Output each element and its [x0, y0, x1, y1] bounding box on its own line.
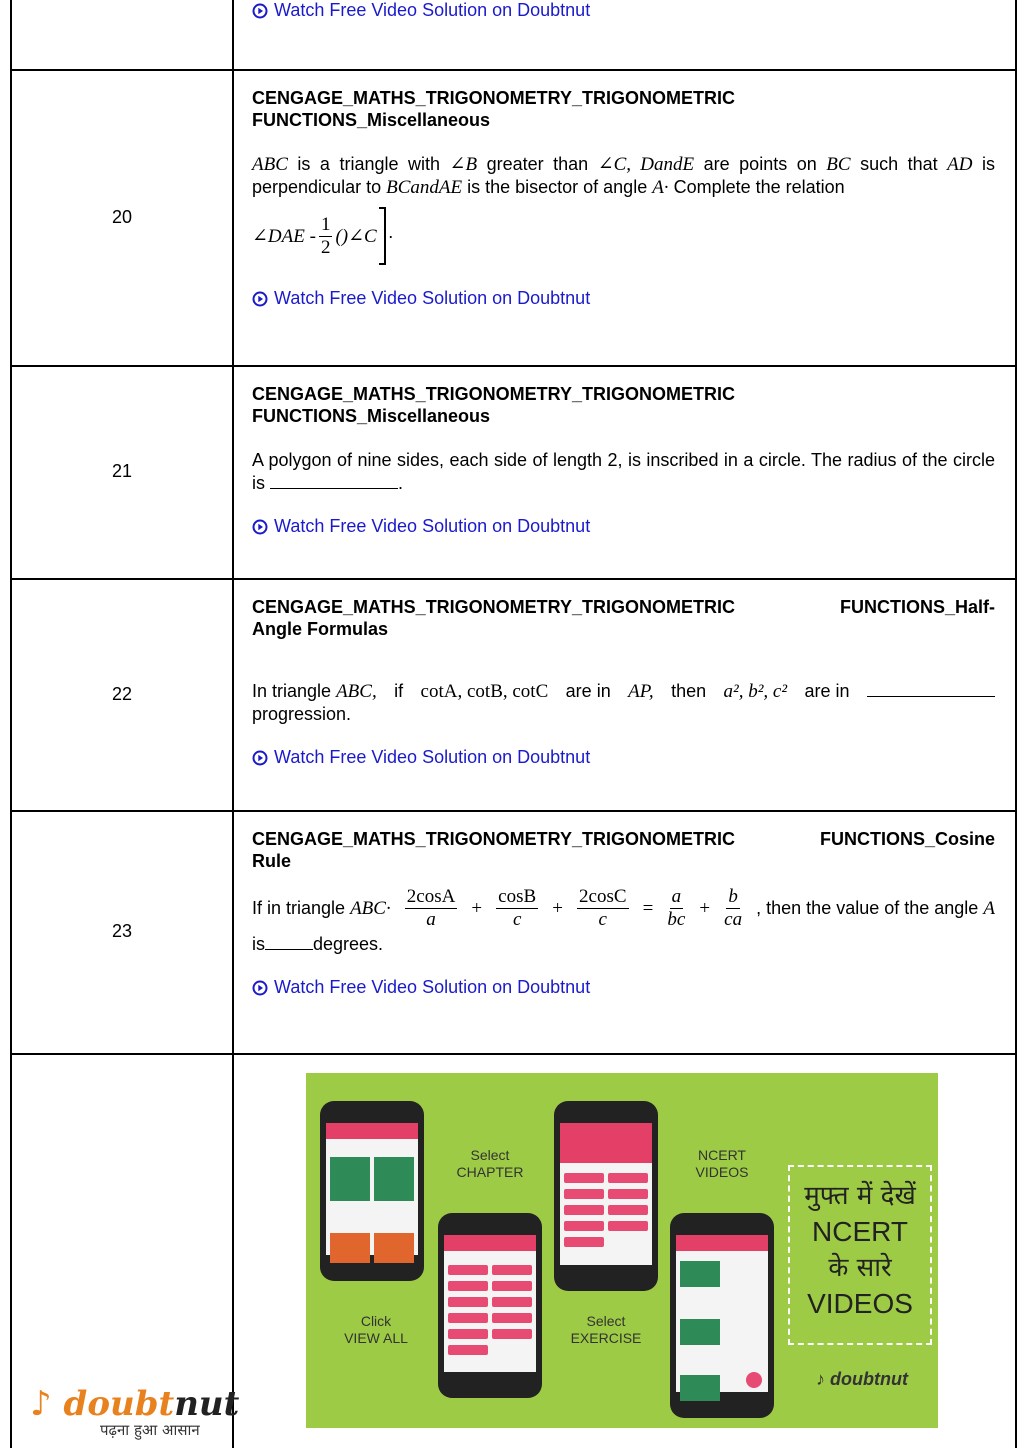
text-token: is the bisector of angle	[462, 177, 653, 197]
text-token: progression.	[252, 704, 352, 724]
right-bracket	[379, 207, 386, 265]
question-number: 23	[12, 810, 234, 1053]
note-icon: ♪	[816, 1369, 825, 1389]
math-token: A	[983, 898, 995, 919]
question-text: If in triangle ABC· $\frac{2\cos A}{a}$ + $\frac{\cos B}{c}$ + $\frac{2\cos C}{c}$ = $\frac{a}{bc}$ + $\frac{b}{ca}$ , then the value of the angle A	[252, 886, 995, 930]
play-circle-icon	[252, 519, 268, 535]
question-content	[252, 596, 995, 772]
denominator: a	[426, 909, 436, 930]
link-label: Watch Free Video Solution on Doubtnut	[274, 516, 591, 536]
denominator: bc	[667, 909, 686, 930]
math-token: AD	[947, 154, 973, 175]
question-title	[252, 596, 995, 618]
math-token: ABC	[252, 154, 288, 175]
step-ncert-videos: NCERT VIDEOS	[695, 1147, 749, 1180]
answer-blank	[270, 472, 398, 489]
math-token: ∠B	[449, 154, 478, 175]
step-select-chapter: Select CHAPTER	[456, 1147, 524, 1180]
banner-brand-logo	[816, 1369, 908, 1390]
text-token: , then the value of the angle	[756, 898, 984, 918]
promo-hindi-line1: मुफ्त में देखें	[804, 1181, 916, 1211]
question-text	[252, 680, 995, 726]
promo-box	[788, 1165, 932, 1345]
watch-video-link[interactable]	[252, 515, 590, 538]
watch-video-link[interactable]	[252, 0, 590, 22]
promo-videos: VIDEOS	[807, 1288, 913, 1319]
text-token: are in	[804, 681, 850, 701]
play-circle-icon	[252, 3, 268, 19]
text-token: such that	[850, 154, 948, 174]
table-row	[12, 578, 1015, 812]
math-token: ABC·	[350, 898, 391, 919]
logo-text-a: doubt	[63, 1384, 175, 1424]
phone-mockup-exercise	[554, 1101, 658, 1291]
note-icon: ♪	[30, 1384, 52, 1424]
denominator: c	[598, 909, 607, 930]
formula	[252, 207, 995, 265]
text-token: is	[252, 934, 265, 954]
math-token: a², b², c²	[723, 681, 788, 702]
question-content	[252, 383, 995, 541]
question-text	[252, 153, 995, 199]
fraction	[496, 886, 538, 931]
table-row	[12, 810, 1015, 1055]
title-left: CENGAGE_MATHS_TRIGONOMETRY_TRIGONOMETRIC	[252, 597, 736, 617]
math-token: ABC,	[336, 681, 377, 702]
text-token: If in triangle	[252, 898, 351, 918]
fraction	[319, 214, 333, 259]
formula-left: ∠DAE -	[252, 225, 316, 247]
phone-mockup-library	[320, 1101, 424, 1281]
math-token: BCandAE	[386, 177, 463, 198]
table-row	[12, 69, 1015, 367]
text-token: In triangle	[252, 681, 337, 701]
math-token: cotA, cotB, cotC	[420, 681, 549, 702]
numerator: a	[671, 886, 682, 907]
question-text-line2	[252, 933, 995, 956]
text-token: A polygon of nine sides, each side of length 2, is inscribed in a circle. The radius of the circle is	[252, 450, 995, 493]
formula-end: ·	[387, 225, 394, 246]
denominator: 2	[320, 236, 331, 258]
text-token: then	[671, 681, 707, 701]
watch-video-link[interactable]	[252, 287, 590, 310]
watch-video-link[interactable]	[252, 976, 590, 999]
play-circle-icon	[252, 291, 268, 307]
denominator: ca	[724, 909, 743, 930]
question-content	[252, 87, 995, 313]
row-content	[252, 0, 995, 25]
link-label: Watch Free Video Solution on Doubtnut	[274, 0, 591, 20]
table-row-prev	[12, 0, 1015, 71]
link-label: Watch Free Video Solution on Doubtnut	[274, 977, 591, 997]
step-select-exercise: Select EXERCISE	[570, 1313, 642, 1346]
number-cell	[12, 0, 234, 69]
play-circle-icon	[252, 750, 268, 766]
question-title-line2: Rule	[252, 851, 292, 871]
math-token: BC	[826, 154, 851, 175]
math-token: AP,	[628, 681, 654, 702]
question-title	[252, 828, 995, 850]
title-right: FUNCTIONS_Half-	[839, 597, 995, 617]
numerator: 2cosC	[579, 886, 627, 907]
question-number: 22	[12, 578, 234, 810]
question-title: CENGAGE_MATHS_TRIGONOMETRY_TRIGONOMETRIC FUNCTIONS_Miscellaneous	[252, 88, 736, 130]
text-token: is a triangle with	[287, 154, 450, 174]
fraction	[724, 886, 742, 931]
text-token: greater than	[477, 154, 598, 174]
text-token: are in	[565, 681, 611, 701]
step-view-all: Click VIEW ALL	[344, 1313, 408, 1346]
promo-ncert: NCERT	[812, 1216, 908, 1247]
text-token: .	[398, 473, 404, 493]
phone-mockup-videos	[670, 1213, 774, 1418]
numerator: cosB	[498, 886, 537, 907]
logo-tagline: पढ़ना हुआ आसान	[100, 1421, 200, 1439]
link-label: Watch Free Video Solution on Doubtnut	[274, 747, 591, 767]
question-title: CENGAGE_MATHS_TRIGONOMETRY_TRIGONOMETRIC FUNCTIONS_Miscellaneous	[252, 384, 736, 426]
formula-right: ()∠C	[335, 225, 377, 247]
text-token: are points on	[694, 154, 827, 174]
title-left: CENGAGE_MATHS_TRIGONOMETRY_TRIGONOMETRIC	[252, 829, 736, 849]
phone-mockup-chapter	[438, 1213, 542, 1398]
promo-banner[interactable]	[306, 1073, 938, 1428]
promo-hindi-line2: के सारे	[828, 1253, 892, 1283]
fraction	[667, 886, 685, 931]
title-right: FUNCTIONS_Cosine	[819, 829, 995, 849]
numerator: b	[728, 886, 738, 907]
answer-blank	[867, 680, 995, 697]
fraction	[405, 886, 458, 931]
text-token: Complete the relation	[668, 177, 845, 197]
denominator: c	[512, 909, 522, 930]
answer-blank	[265, 933, 313, 950]
doubtnut-logo[interactable]	[30, 1386, 239, 1440]
logo-text-b: nut	[174, 1384, 240, 1424]
question-number: 20	[12, 69, 234, 365]
play-circle-icon	[252, 980, 268, 996]
math-token: ∠C, DandE	[597, 154, 695, 175]
text-token: if	[394, 681, 404, 701]
watch-video-link[interactable]	[252, 746, 590, 769]
text-token: degrees.	[313, 934, 384, 954]
math-token: A·	[652, 177, 669, 198]
link-label: Watch Free Video Solution on Doubtnut	[274, 288, 591, 308]
text-token: is perpendicular to	[252, 154, 995, 197]
table-row	[12, 365, 1015, 580]
numerator: 2cosA	[406, 886, 456, 907]
banner-brand-text: doubtnut	[830, 1369, 908, 1389]
question-number: 21	[12, 365, 234, 578]
question-content	[252, 828, 995, 1002]
question-text	[252, 449, 995, 495]
numerator: 1	[320, 213, 331, 235]
fraction	[577, 886, 629, 931]
question-title-line2: Angle Formulas	[252, 619, 389, 639]
